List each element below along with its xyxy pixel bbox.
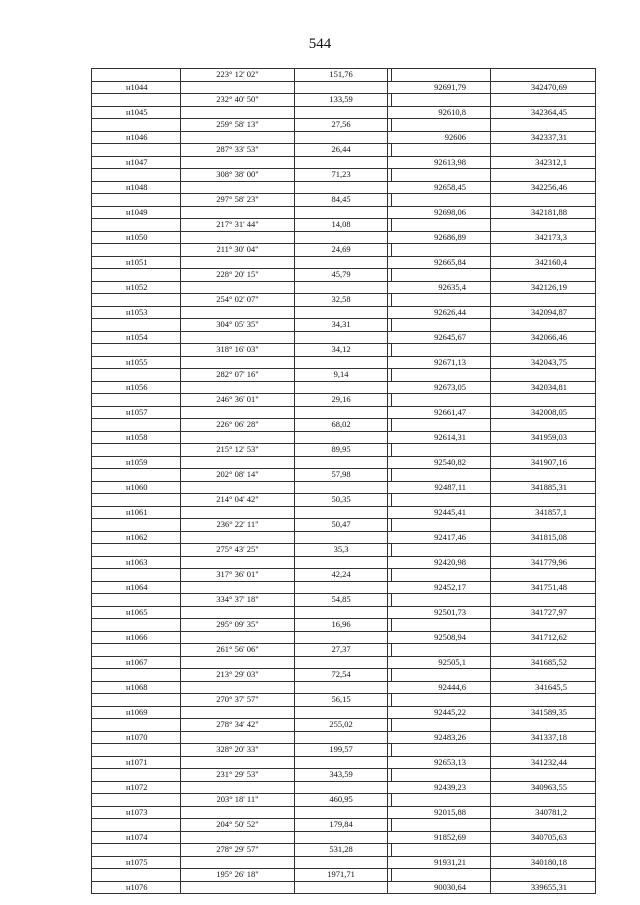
segment-length: 32,58 — [294, 294, 387, 306]
segment-length: 343,59 — [294, 769, 387, 781]
coord-y: 340705,63 — [490, 832, 596, 844]
segment-row — [91, 68, 596, 81]
direction-angle: 195° 26' 18" — [180, 869, 294, 881]
point-row — [91, 706, 596, 719]
point-row — [91, 606, 596, 619]
point-id: н1050 — [91, 232, 180, 244]
coord-y: 341751,48 — [490, 582, 596, 594]
point-id: н1069 — [91, 707, 180, 719]
point-row — [91, 156, 596, 169]
coord-y: 342364,45 — [490, 107, 596, 119]
direction-angle: 275° 43' 25" — [180, 544, 294, 556]
point-row — [91, 656, 596, 669]
segment-length: 71,23 — [294, 169, 387, 181]
segment-row — [91, 818, 596, 831]
direction-angle: 203° 18' 11" — [180, 794, 294, 806]
segment-length: 34,12 — [294, 344, 387, 356]
segment-length: 255,02 — [294, 719, 387, 731]
direction-angle: 278° 34' 42" — [180, 719, 294, 731]
coord-y: 341907,16 — [490, 457, 596, 469]
segment-length: 151,76 — [294, 69, 387, 81]
segment-row — [91, 443, 596, 456]
segment-row — [91, 543, 596, 556]
direction-angle: 287° 33' 53" — [180, 144, 294, 156]
segment-length: 54,85 — [294, 594, 387, 606]
coord-y: 339655,31 — [490, 882, 596, 894]
point-id: н1058 — [91, 432, 180, 444]
coord-y: 341959,03 — [490, 432, 596, 444]
segment-length: 16,96 — [294, 619, 387, 631]
segment-length: 45,79 — [294, 269, 387, 281]
coord-y: 341232,44 — [490, 757, 596, 769]
coord-x: 92505,1 — [387, 657, 490, 669]
direction-angle: 261° 56' 06" — [180, 644, 294, 656]
point-id: н1063 — [91, 557, 180, 569]
segment-row — [91, 743, 596, 756]
point-id: н1075 — [91, 857, 180, 869]
coord-y: 342256,46 — [490, 182, 596, 194]
segment-row — [91, 143, 596, 156]
point-id: н1051 — [91, 257, 180, 269]
point-row — [91, 81, 596, 94]
point-row — [91, 806, 596, 819]
coord-x: 92444,6 — [387, 682, 490, 694]
direction-angle: 211° 30' 04" — [180, 244, 294, 256]
segment-length: 199,57 — [294, 744, 387, 756]
segment-length: 27,56 — [294, 119, 387, 131]
coord-y: 340180,18 — [490, 857, 596, 869]
coord-y: 341727,97 — [490, 607, 596, 619]
segment-length: 1971,71 — [294, 869, 387, 881]
point-row — [91, 856, 596, 869]
coord-y: 342312,1 — [490, 157, 596, 169]
point-id: н1071 — [91, 757, 180, 769]
segment-row — [91, 668, 596, 681]
coordinates-table — [91, 68, 596, 894]
segment-length: 26,44 — [294, 144, 387, 156]
coord-x: 92626,44 — [387, 307, 490, 319]
segment-row — [91, 118, 596, 131]
point-id: н1073 — [91, 807, 180, 819]
segment-length: 56,15 — [294, 694, 387, 706]
segment-length: 9,14 — [294, 369, 387, 381]
segment-row — [91, 268, 596, 281]
point-id: н1044 — [91, 82, 180, 94]
segment-length: 27,37 — [294, 644, 387, 656]
coord-x: 92452,17 — [387, 582, 490, 594]
point-row — [91, 556, 596, 569]
coord-y: 342470,69 — [490, 82, 596, 94]
point-row — [91, 356, 596, 369]
point-id: н1053 — [91, 307, 180, 319]
coord-y: 342094,87 — [490, 307, 596, 319]
coord-x: 92445,22 — [387, 707, 490, 719]
segment-row — [91, 868, 596, 881]
segment-row — [91, 368, 596, 381]
point-row — [91, 531, 596, 544]
point-id: н1052 — [91, 282, 180, 294]
point-row — [91, 456, 596, 469]
segment-length: 50,35 — [294, 494, 387, 506]
point-row — [91, 381, 596, 394]
segment-length: 72,54 — [294, 669, 387, 681]
point-row — [91, 781, 596, 794]
coord-x: 92487,11 — [387, 482, 490, 494]
segment-length: 460,95 — [294, 794, 387, 806]
direction-angle: 328° 20' 33" — [180, 744, 294, 756]
point-row — [91, 756, 596, 769]
point-row — [91, 506, 596, 519]
segment-row — [91, 168, 596, 181]
point-id: н1064 — [91, 582, 180, 594]
point-id: н1061 — [91, 507, 180, 519]
point-row — [91, 331, 596, 344]
segment-row — [91, 418, 596, 431]
segment-row — [91, 393, 596, 406]
coord-x: 92501,73 — [387, 607, 490, 619]
coord-x: 92439,23 — [387, 782, 490, 794]
coord-x: 92635,4 — [387, 282, 490, 294]
point-id: н1056 — [91, 382, 180, 394]
point-id: н1074 — [91, 832, 180, 844]
coord-y: 341645,5 — [490, 682, 596, 694]
coord-y: 341857,1 — [490, 507, 596, 519]
direction-angle: 318° 16' 03" — [180, 344, 294, 356]
point-row — [91, 431, 596, 444]
direction-angle: 295° 09' 35" — [180, 619, 294, 631]
coord-y: 341337,18 — [490, 732, 596, 744]
coord-y: 341685,52 — [490, 657, 596, 669]
segment-row — [91, 793, 596, 806]
coord-y: 342126,19 — [490, 282, 596, 294]
coord-y: 340781,2 — [490, 807, 596, 819]
coord-x: 90030,64 — [387, 882, 490, 894]
direction-angle: 215° 12' 53" — [180, 444, 294, 456]
point-row — [91, 231, 596, 244]
coord-x: 92613,98 — [387, 157, 490, 169]
coord-x: 92015,88 — [387, 807, 490, 819]
coord-x: 92483,26 — [387, 732, 490, 744]
coord-y: 342034,81 — [490, 382, 596, 394]
point-id: н1059 — [91, 457, 180, 469]
direction-angle: 259° 58' 13" — [180, 119, 294, 131]
segment-row — [91, 568, 596, 581]
point-id: н1045 — [91, 107, 180, 119]
point-id: н1049 — [91, 207, 180, 219]
coord-y: 341885,31 — [490, 482, 596, 494]
direction-angle: 226° 06' 28" — [180, 419, 294, 431]
point-row — [91, 181, 596, 194]
direction-angle: 217° 31' 44" — [180, 219, 294, 231]
direction-angle: 228° 20' 15" — [180, 269, 294, 281]
point-id: н1072 — [91, 782, 180, 794]
segment-row — [91, 518, 596, 531]
coord-x: 92653,13 — [387, 757, 490, 769]
point-row — [91, 831, 596, 844]
segment-row — [91, 618, 596, 631]
point-row — [91, 206, 596, 219]
segment-row — [91, 193, 596, 206]
segment-length: 89,95 — [294, 444, 387, 456]
direction-angle: 270° 37' 57" — [180, 694, 294, 706]
coord-x: 92417,46 — [387, 532, 490, 544]
segment-length: 84,45 — [294, 194, 387, 206]
direction-angle: 223° 12' 02" — [180, 69, 294, 81]
segment-length: 29,16 — [294, 394, 387, 406]
coord-y: 342043,75 — [490, 357, 596, 369]
segment-length: 531,28 — [294, 844, 387, 856]
segment-row — [91, 93, 596, 106]
coord-y: 342337,31 — [490, 132, 596, 144]
point-row — [91, 481, 596, 494]
coord-x: 91931,21 — [387, 857, 490, 869]
segment-length: 35,3 — [294, 544, 387, 556]
point-id: н1060 — [91, 482, 180, 494]
direction-angle: 334° 37' 18" — [180, 594, 294, 606]
point-row — [91, 581, 596, 594]
segment-row — [91, 768, 596, 781]
coord-y: 341815,08 — [490, 532, 596, 544]
coord-x: 92445,41 — [387, 507, 490, 519]
point-row — [91, 131, 596, 144]
direction-angle: 317° 36' 01" — [180, 569, 294, 581]
coord-x: 92420,98 — [387, 557, 490, 569]
direction-angle: 232° 40' 50" — [180, 94, 294, 106]
direction-angle: 297° 58' 23" — [180, 194, 294, 206]
direction-angle: 202° 08' 14" — [180, 469, 294, 481]
point-row — [91, 881, 596, 895]
segment-row — [91, 468, 596, 481]
point-row — [91, 631, 596, 644]
segment-row — [91, 318, 596, 331]
direction-angle: 213° 29' 03" — [180, 669, 294, 681]
coord-x: 92671,13 — [387, 357, 490, 369]
point-id: н1057 — [91, 407, 180, 419]
point-id: н1047 — [91, 157, 180, 169]
direction-angle: 254° 02' 07" — [180, 294, 294, 306]
point-id: н1062 — [91, 532, 180, 544]
coord-y: 340963,55 — [490, 782, 596, 794]
point-row — [91, 681, 596, 694]
direction-angle: 214° 04' 42" — [180, 494, 294, 506]
point-row — [91, 731, 596, 744]
segment-length: 14,08 — [294, 219, 387, 231]
segment-row — [91, 843, 596, 856]
direction-angle: 282° 07' 16" — [180, 369, 294, 381]
segment-row — [91, 243, 596, 256]
coord-y: 341779,96 — [490, 557, 596, 569]
point-id: н1067 — [91, 657, 180, 669]
coord-x: 91852,69 — [387, 832, 490, 844]
segment-row — [91, 218, 596, 231]
point-id: н1048 — [91, 182, 180, 194]
segment-length: 50,47 — [294, 519, 387, 531]
coord-x: 92540,82 — [387, 457, 490, 469]
coord-x: 92606 — [387, 132, 490, 144]
coord-x: 92673,05 — [387, 382, 490, 394]
direction-angle: 236° 22' 11" — [180, 519, 294, 531]
segment-row — [91, 693, 596, 706]
direction-angle: 246° 36' 01" — [180, 394, 294, 406]
coord-y: 342008,05 — [490, 407, 596, 419]
direction-angle: 231° 29' 53" — [180, 769, 294, 781]
point-id: н1076 — [91, 882, 180, 894]
point-id: н1054 — [91, 332, 180, 344]
segment-row — [91, 718, 596, 731]
segment-row — [91, 593, 596, 606]
coord-x: 92645,67 — [387, 332, 490, 344]
direction-angle: 308° 38' 00" — [180, 169, 294, 181]
coord-x: 92698,06 — [387, 207, 490, 219]
coord-y: 341712,62 — [490, 632, 596, 644]
segment-length: 68,02 — [294, 419, 387, 431]
point-id: н1070 — [91, 732, 180, 744]
coord-x: 92610,8 — [387, 107, 490, 119]
segment-length: 42,24 — [294, 569, 387, 581]
page-number: 544 — [308, 36, 332, 52]
segment-row — [91, 343, 596, 356]
segment-length: 57,98 — [294, 469, 387, 481]
point-id: н1065 — [91, 607, 180, 619]
direction-angle: 278° 29' 57" — [180, 844, 294, 856]
coord-x: 92614,31 — [387, 432, 490, 444]
coord-x: 92508,94 — [387, 632, 490, 644]
point-id: н1068 — [91, 682, 180, 694]
point-id: н1066 — [91, 632, 180, 644]
segment-row — [91, 293, 596, 306]
point-row — [91, 406, 596, 419]
coord-x: 92661,47 — [387, 407, 490, 419]
coord-y: 342173,3 — [490, 232, 596, 244]
point-id: н1055 — [91, 357, 180, 369]
segment-length: 24,69 — [294, 244, 387, 256]
coord-x: 92665,84 — [387, 257, 490, 269]
segment-row — [91, 493, 596, 506]
segment-length: 133,59 — [294, 94, 387, 106]
coord-x: 92658,45 — [387, 182, 490, 194]
segment-length: 179,84 — [294, 819, 387, 831]
coord-y: 342181,88 — [490, 207, 596, 219]
segment-row — [91, 643, 596, 656]
point-id: н1046 — [91, 132, 180, 144]
coord-y: 342066,46 — [490, 332, 596, 344]
point-row — [91, 281, 596, 294]
coord-x: 92691,79 — [387, 82, 490, 94]
coord-y: 342160,4 — [490, 257, 596, 269]
segment-length: 34,31 — [294, 319, 387, 331]
coord-y: 341589,35 — [490, 707, 596, 719]
point-row — [91, 306, 596, 319]
direction-angle: 204° 50' 52" — [180, 819, 294, 831]
point-row — [91, 256, 596, 269]
direction-angle: 304° 05' 35" — [180, 319, 294, 331]
point-row — [91, 106, 596, 119]
coord-x: 92686,89 — [387, 232, 490, 244]
